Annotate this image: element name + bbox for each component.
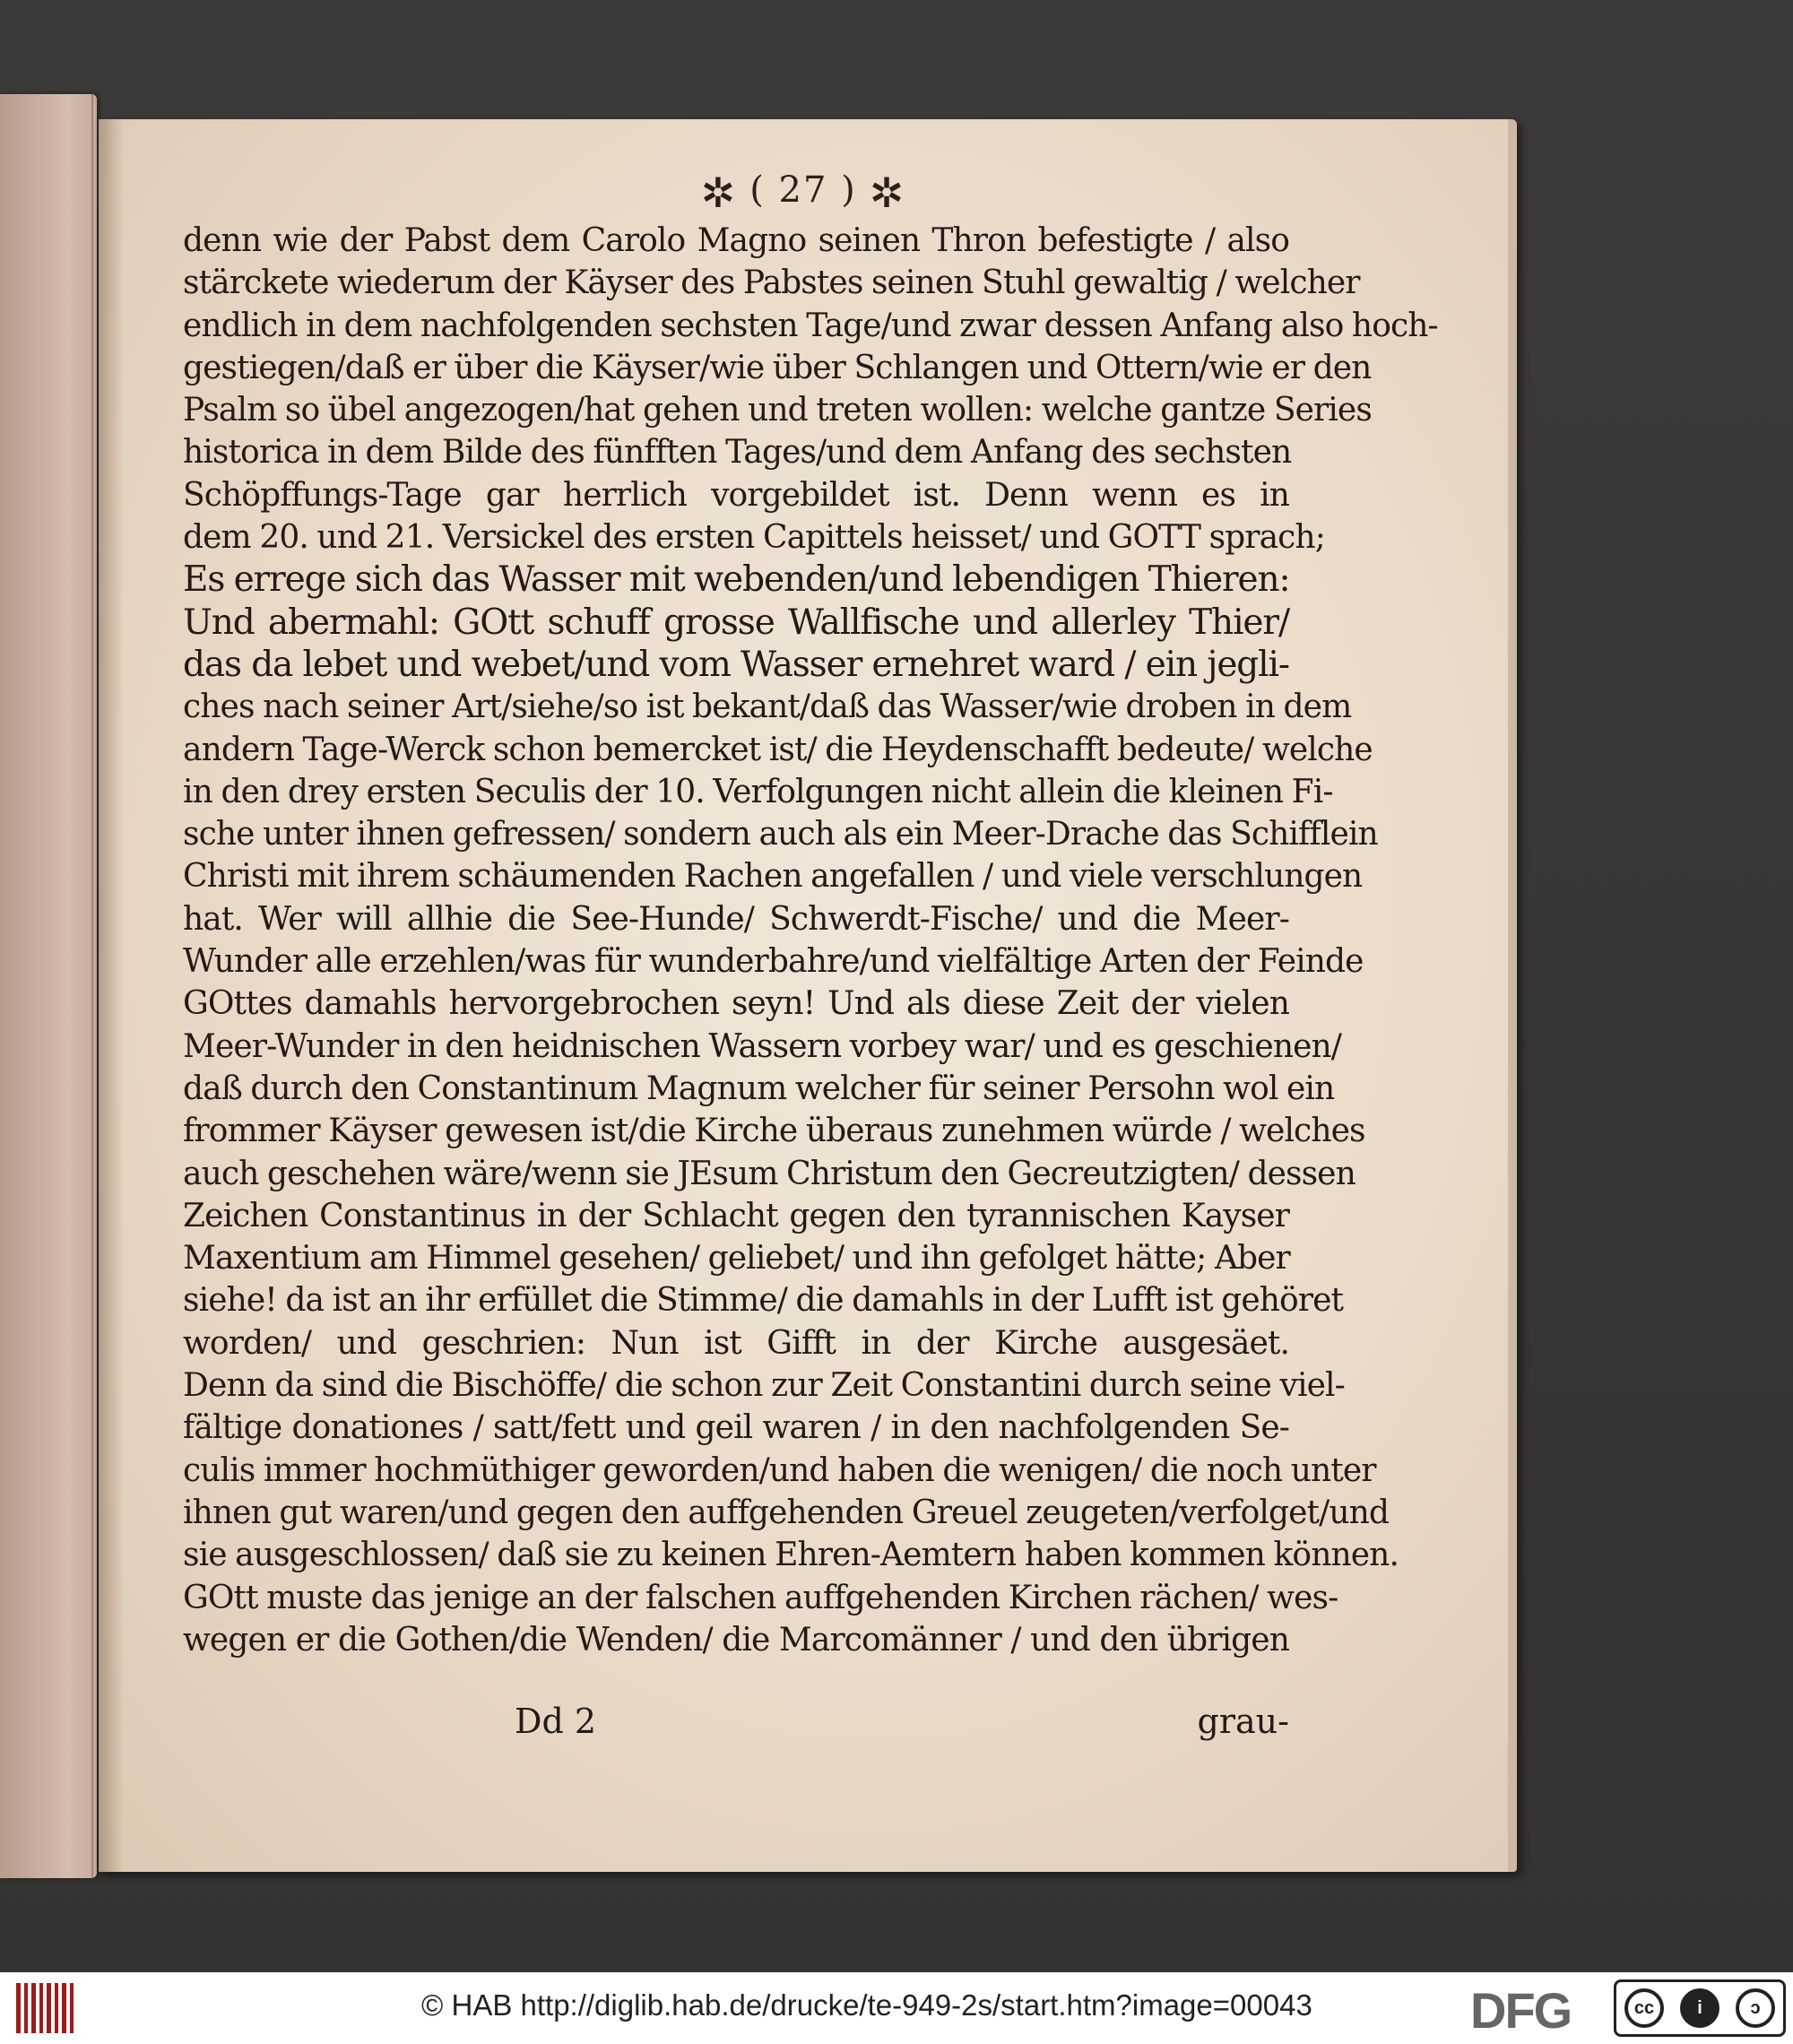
- cc-license-badge[interactable]: [1614, 1979, 1786, 2037]
- text-line: gestiegen/daß er über die Käyser/wie über Schlangen und Ottern/wie er den: [183, 349, 1372, 386]
- text-line: Psalm so übel angezogen/hat gehen und treten wollen: welche gantze Series: [183, 392, 1372, 429]
- signature-mark: Dd 2: [515, 1702, 597, 1741]
- viewer-footer-bar: [0, 1972, 1793, 2044]
- text-line: das da lebet und webet/und vom Wasser ernehret ward / ein jegli-: [183, 644, 1289, 685]
- page-number: ( 27 ): [749, 169, 857, 211]
- previous-page-edge: [0, 94, 97, 1878]
- text-line: ihnen gut waren/und gegen den auffgehenden Greuel zeugeten/verfolget/und: [183, 1494, 1390, 1531]
- text-line: Meer-Wunder in den heidnischen Wassern vorbey war/ und es geschienen/: [183, 1027, 1342, 1065]
- flower-ornament-icon: ✲: [700, 169, 738, 217]
- body-text: [183, 220, 1438, 1661]
- copyright-link[interactable]: © HAB http://diglib.hab.de/drucke/te-949-2s/start.htm?image=00043: [421, 1988, 1312, 2022]
- text-line: denn wie der Pabst dem Carolo Magno seinen Thron befestigte / also: [183, 222, 1289, 259]
- text-line: Maxentium am Himmel gesehen/ geliebet/ und ihn gefolget hätte; Aber: [183, 1240, 1290, 1278]
- text-line: in den drey ersten Seculis der 10. Verfolgungen nicht allein die kleinen Fi-: [183, 773, 1333, 810]
- text-line: Es errege sich das Wasser mit webenden/und lebendigen Thieren:: [183, 559, 1290, 601]
- by-attribution-icon: i: [1680, 1988, 1719, 2028]
- previous-page-fold: [91, 94, 93, 1878]
- hab-logo-icon: [16, 1983, 74, 2033]
- text-line: historica in dem Bilde des fünfften Tages/und dem Anfang des sechsten: [183, 434, 1292, 472]
- text-line: Schöpffungs-Tage gar herrlich vorgebildet ist. Denn wenn es in: [183, 476, 1289, 514]
- text-line: andern Tage-Werck schon bemercket ist/ die Heydenschafft bedeute/ welche: [183, 731, 1373, 768]
- book-page: [99, 119, 1517, 1872]
- catchword: grau-: [1197, 1702, 1289, 1741]
- text-line: Zeichen Constantinus in der Schlacht gegen den tyrannischen Kayser: [183, 1197, 1289, 1234]
- text-line: culis immer hochmüthiger geworden/und haben die wenigen/ die noch unter: [183, 1451, 1376, 1489]
- text-line: Wunder alle erzehlen/was für wunderbahre/und vielfältige Arten der Feinde: [183, 943, 1364, 981]
- text-line: ches nach seiner Art/siehe/so ist bekant/daß das Wasser/wie droben in dem: [183, 689, 1352, 726]
- page-header: [99, 169, 1508, 217]
- text-line: fältige donationes / satt/fett und geil waren / in den nachfolgenden Se-: [183, 1409, 1289, 1447]
- text-line: worden/ und geschrien: Nun ist Gifft in der Kirche ausgesäet.: [183, 1324, 1289, 1362]
- cc-icon: cc: [1624, 1988, 1664, 2028]
- text-line: Christi mit ihrem schäumenden Rachen angefallen / und viele verschlungen: [183, 858, 1363, 896]
- text-line: GOtt muste das jenige an der falschen auffgehenden Kirchen rächen/ wes-: [183, 1579, 1338, 1616]
- page-gutter-shadow: [99, 119, 124, 1872]
- text-line: sche unter ihnen gefressen/ sondern auch als ein Meer-Drache das Schifflein: [183, 816, 1378, 853]
- text-line: daß durch den Constantinum Magnum welcher für seiner Persohn wol ein: [183, 1070, 1335, 1107]
- text-line: wegen er die Gothen/die Wenden/ die Marcomänner / und den übrigen: [183, 1621, 1289, 1659]
- text-line: frommer Käyser gewesen ist/die Kirche überaus zunehmen würde / welches: [183, 1113, 1365, 1150]
- text-line: GOttes damahls hervorgebrochen seyn! Und als diese Zeit der vielen: [183, 985, 1289, 1023]
- text-line: hat. Wer will allhie die See-Hunde/ Schwerdt-Fische/ und die Meer-: [183, 900, 1289, 938]
- text-line: sie ausgeschlossen/ daß sie zu keinen Ehren-Aemtern haben kommen können.: [183, 1537, 1399, 1574]
- text-line: Denn da sind die Bischöffe/ die schon zur Zeit Constantini durch seine viel-: [183, 1367, 1345, 1405]
- text-line: siehe! da ist an ihr erfüllet die Stimme/ die damahls in der Lufft ist gehöret: [183, 1282, 1344, 1320]
- dfg-logo: DFG: [1470, 1982, 1572, 2039]
- flower-ornament-icon: ✲: [869, 169, 906, 217]
- text-line: Und abermahl: GOtt schuff grosse Wallfische und allerley Thier/: [183, 602, 1289, 643]
- text-line: stärckete wiederum der Käyser des Pabstes seinen Stuhl gewaltig / welcher: [183, 264, 1360, 302]
- text-line: endlich in dem nachfolgenden sechsten Tage/und zwar dessen Anfang also hoch-: [183, 307, 1438, 344]
- text-line: dem 20. und 21. Versickel des ersten Capittels heisset/ und GOTT sprach;: [183, 519, 1325, 557]
- sa-sharealike-icon: ↄ: [1736, 1988, 1775, 2028]
- text-line: auch geschehen wäre/wenn sie JEsum Christum den Gecreutzigten/ dessen: [183, 1155, 1356, 1192]
